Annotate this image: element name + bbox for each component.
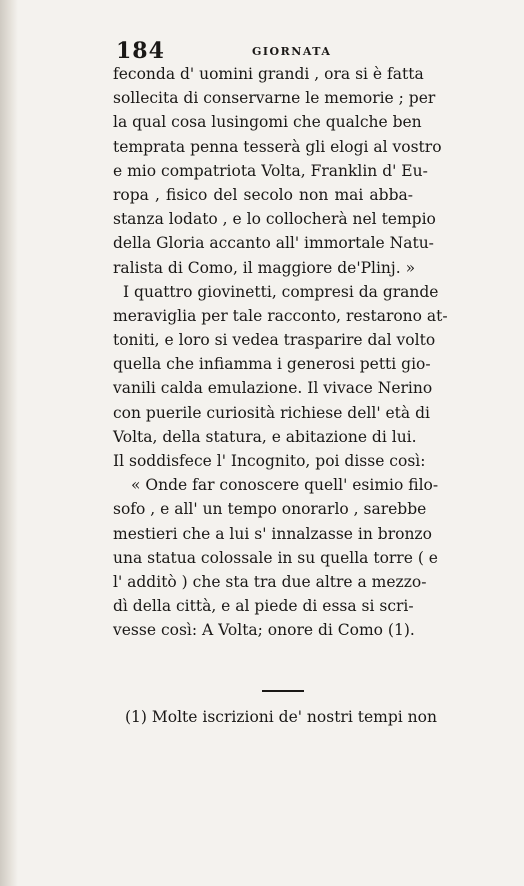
text-line: e mio compatriota Volta, Franklin d' Eu- xyxy=(113,161,428,180)
text-line: dì della città, e al piede di essa si scri- xyxy=(113,597,414,616)
text-line: quella che infiamma i generosi petti gio- xyxy=(113,355,431,374)
text-line: ropa , fisico del secolo non mai abba- xyxy=(113,185,413,204)
text-line: meraviglia per tale racconto, restarono at- xyxy=(113,306,448,325)
running-head: GIORNATA xyxy=(252,45,332,58)
text-line: mestieri che a lui s' innalzasse in bronzo xyxy=(113,524,432,543)
footnote: (1) Molte iscrizioni de' nostri tempi non xyxy=(125,708,437,726)
text-line: « Onde far conoscere quell' esimio filo- xyxy=(131,476,439,495)
page-number: 184 xyxy=(116,38,165,64)
body-text xyxy=(113,62,448,643)
text-line: toniti, e loro si vedea trasparire dal volto xyxy=(113,331,436,350)
text-line: stanza lodato , e lo collocherà nel tempio xyxy=(113,210,436,229)
page-gutter-shadow xyxy=(0,0,18,886)
text-line: l' additò ) che sta tra due altre a mezzo- xyxy=(113,572,427,591)
text-line: la qual cosa lusingomi che qualche ben xyxy=(113,113,422,132)
footnote-rule xyxy=(262,690,304,692)
text-line: vesse così: A Volta; onore di Como (1). xyxy=(113,621,415,640)
text-line: sofo , e all' un tempo onorarlo , sarebbe xyxy=(113,500,427,519)
text-line: una statua colossale in su quella torre ( e xyxy=(113,548,438,567)
text-line: Volta, della statura, e abitazione di lui. xyxy=(113,427,417,446)
text-line: ralista di Como, il maggiore de'Plinj. » xyxy=(113,258,416,277)
text-line: temprata penna tesserà gli elogi al vostro xyxy=(113,137,442,156)
text-line: feconda d' uomini grandi , ora si è fatta xyxy=(113,65,424,83)
text-line: sollecita di conservarne le memorie ; per xyxy=(113,89,436,108)
text-line: I quattro giovinetti, compresi da grande xyxy=(123,282,439,301)
text-line: vanili calda emulazione. Il vivace Nerino xyxy=(113,379,433,398)
text-line: Il soddisfece l' Incognito, poi disse così: xyxy=(113,452,426,470)
text-line: della Gloria accanto all' immortale Natu- xyxy=(113,234,434,253)
text-line: con puerile curiosità richiese dell' età di xyxy=(113,403,430,422)
